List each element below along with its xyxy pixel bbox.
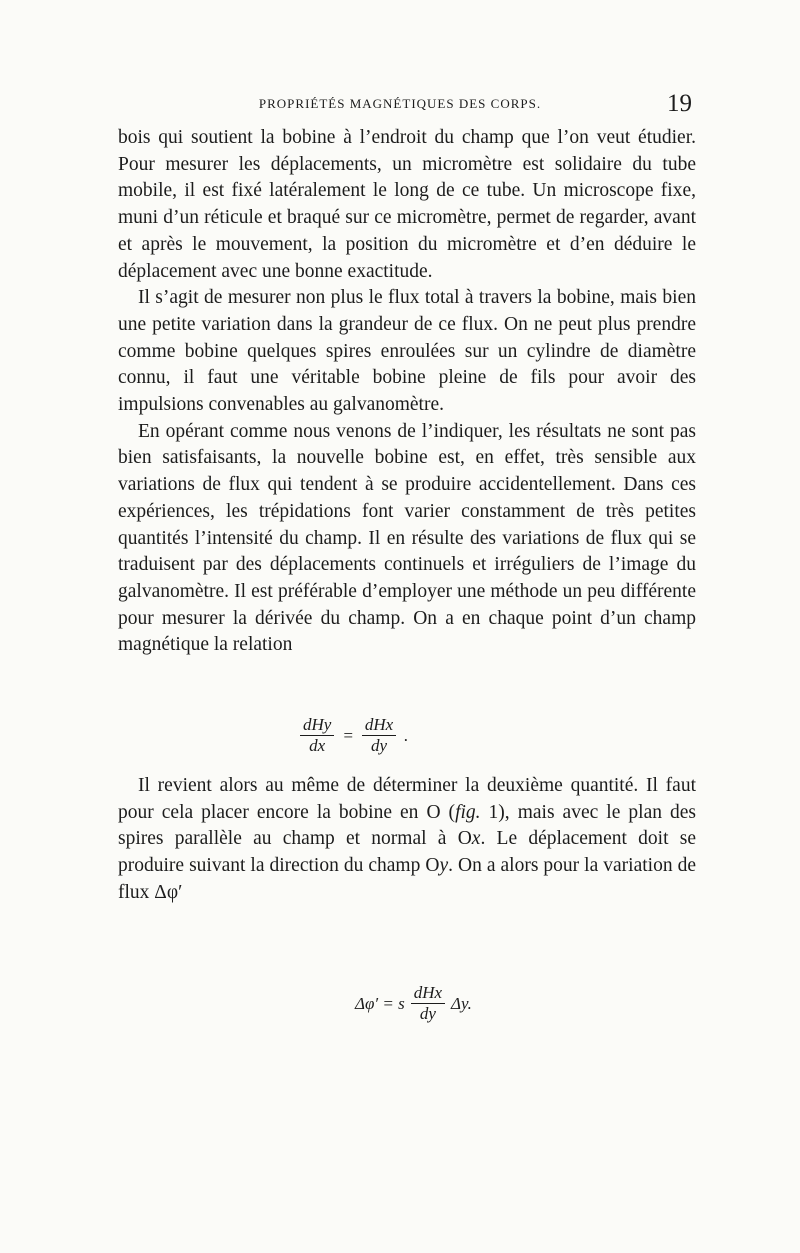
paragraph-4-part-a: Il revient alors au même de déterminer la deuxième quantité. Il faut pour cela placer encore la bobine en O ( xyxy=(118,775,696,823)
paragraph-4 xyxy=(118,773,696,907)
paragraph-4-part-b: 1), mais avec le plan des spires parallèle au champ et normal à O xyxy=(118,801,696,850)
eq2-lhs: Δφ′ = s xyxy=(355,993,405,1013)
paragraph-3: En opérant comme nous venons de l’indiquer, les résultats ne sont pas bien satisfaisants, la nouvelle bobine est, en effet, très sensible aux variations de flux qui tendent à se produire accidentellement. Dans ces expériences, les trépidations font varier constamment de très petites quantités l’intensité du champ. Il en résulte des variations de flux qui se traduisent par des déplacements continuels et irréguliers de l’image du galvanomètre. Il est préférable d’employer une méthode un peu différente pour mesurer la dérivée du champ. On a en chaque point d’un champ magnétique la relation xyxy=(118,420,696,656)
eq1-period: . xyxy=(404,725,409,745)
figure-reference: fig. xyxy=(455,801,481,823)
eq1-rhs-denominator: dy xyxy=(370,736,387,755)
axis-y: y xyxy=(439,855,449,877)
eq2-rhs: Δy. xyxy=(451,993,472,1013)
paragraph-1: bois qui soutient la bobine à l’endroit du champ que l’on veut étudier. Pour mesurer les déplacements, un micromètre est solidaire du tube mobile, il est fixé latéralement le long de ce tube. Un microscope fixe, muni d’un réticule et braqué sur ce micromètre, permet de regarder, avant et après le mouvement, la position du micromètre et d’en déduire le déplacement avec une bonne exactitude. xyxy=(118,127,696,282)
eq2-numerator: dHx xyxy=(411,983,445,1004)
eq1-lhs-fraction xyxy=(300,715,334,756)
eq1-lhs-denominator: dx xyxy=(309,736,326,755)
eq1-rhs-fraction xyxy=(362,715,396,756)
equation-2 xyxy=(355,983,472,1024)
paragraph-4-part-d: . On a alors pour la variation de flux Δφ′ xyxy=(118,855,696,903)
paragraph-4-part-c: . Le déplacement doit se produire suivant la direction du champ O xyxy=(118,828,696,877)
text-block-1 xyxy=(118,125,696,659)
eq1-lhs-numerator: dHy xyxy=(300,715,334,736)
axis-x: x xyxy=(471,828,481,850)
eq2-fraction xyxy=(411,983,445,1024)
page-number: 19 xyxy=(667,90,692,117)
running-title: PROPRIÉTÉS MAGNÉTIQUES DES CORPS. xyxy=(258,96,542,111)
eq2-denominator: dy xyxy=(419,1004,436,1023)
eq1-equals: = xyxy=(342,725,354,745)
text-block-2 xyxy=(118,773,696,907)
running-header xyxy=(140,90,692,117)
equation-1 xyxy=(300,715,408,756)
eq1-rhs-numerator: dHx xyxy=(362,715,396,736)
paragraph-2: Il s’agit de mesurer non plus le flux total à travers la bobine, mais bien une petite variation dans la grandeur de ce flux. On ne peut plus prendre comme bobine quelques spires enroulées sur un cylindre de diamètre connu, il faut une véritable bobine pleine de fils pour avoir des impulsions convenables au galvanomètre. xyxy=(118,287,696,416)
